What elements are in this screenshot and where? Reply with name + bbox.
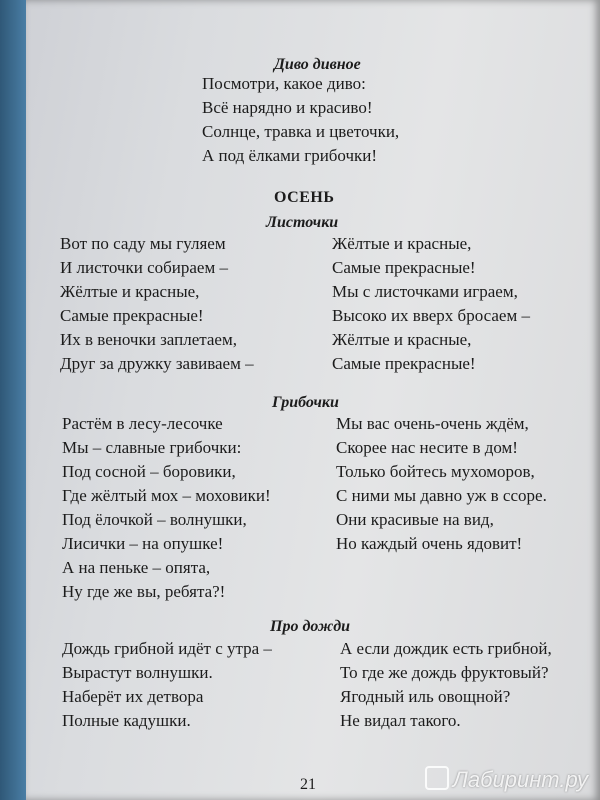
poem-title-gribochki: Грибочки [272,394,339,411]
poem-line: Высоко их вверх бросаем – [332,306,530,325]
poem-line: Вырастут волнушки. [62,663,213,682]
poem-line: А под ёлками грибочки! [202,146,378,165]
poem-title-pro-dozhdi: Про дожди [270,618,351,635]
poem-listochki-right [332,232,530,376]
poem-line: И листочки собираем – [60,258,228,277]
poem-line: Наберёт их детвора [62,687,204,706]
poem-line: Всё нарядно и красиво! [202,98,373,117]
poem-line: Они красивые на вид, [336,510,494,529]
poem-line: Их в веночки заплетаем, [60,330,237,349]
watermark [425,766,588,793]
poem-title-listochki: Листочки [266,214,339,231]
poem-line: Не видал такого. [340,711,461,730]
poem-line: Дождь грибной идёт с утра – [62,639,272,658]
poem-line: Полные кадушки. [62,711,191,730]
poem-line: Под ёлочкой – волнушки, [62,510,247,529]
poem-line: А если дождик есть грибной, [340,639,552,658]
poem-line: Ягодный иль овощной? [340,687,511,706]
poem-line: Растём в лесу-лесочке [62,414,223,433]
poem-line: Жёлтые и красные, [332,234,472,253]
poem-line: Под сосной – боровики, [62,462,236,481]
poem-line: Жёлтые и красные, [332,330,472,349]
poem-line: Солнце, травка и цветочки, [202,122,400,141]
page-number: 21 [300,776,316,793]
poem-line: Посмотри, какое диво: [202,74,366,93]
poem-line: Вот по саду мы гуляем [60,234,226,253]
poem-line: Но каждый очень ядовит! [336,534,523,553]
poem-line: Самые прекрасные! [332,258,476,277]
poem-line: Мы – славные грибочки: [62,438,242,457]
poem-line: А на пеньке – опята, [62,558,211,577]
section-title: ОСЕНЬ [274,189,335,206]
watermark-text: Лабиринт.ру [452,767,588,792]
poem-line: То где же дождь фруктовый? [340,663,549,682]
poem-line: Только бойтесь мухоморов, [336,462,535,481]
poem-line: Друг за дружку завиваем – [60,354,254,373]
poem-pro-dozhdi-right [340,637,552,733]
labirint-logo-icon [425,766,449,790]
book-page [26,0,600,800]
poem-line: Ну где же вы, ребята?! [62,582,226,601]
poem-line: Скорее нас несите в дом! [336,438,518,457]
poem-divo-lines [202,72,399,168]
poem-gribochki-right [336,412,547,556]
poem-line: С ними мы давно уж в ссоре. [336,486,547,505]
poem-line: Мы вас очень-очень ждём, [336,414,529,433]
poem-line: Где жёлтый мох – моховики! [62,486,271,505]
poem-title-divo: Диво дивное [274,56,361,73]
background-surface [0,0,26,800]
poem-line: Мы с листочками играем, [332,282,518,301]
poem-line: Жёлтые и красные, [60,282,200,301]
poem-line: Самые прекрасные! [60,306,204,325]
poem-gribochki-left [62,412,271,604]
poem-line: Лисички – на опушке! [62,534,224,553]
poem-pro-dozhdi-left [62,637,272,733]
poem-line: Самые прекрасные! [332,354,476,373]
poem-listochki-left [60,232,254,376]
